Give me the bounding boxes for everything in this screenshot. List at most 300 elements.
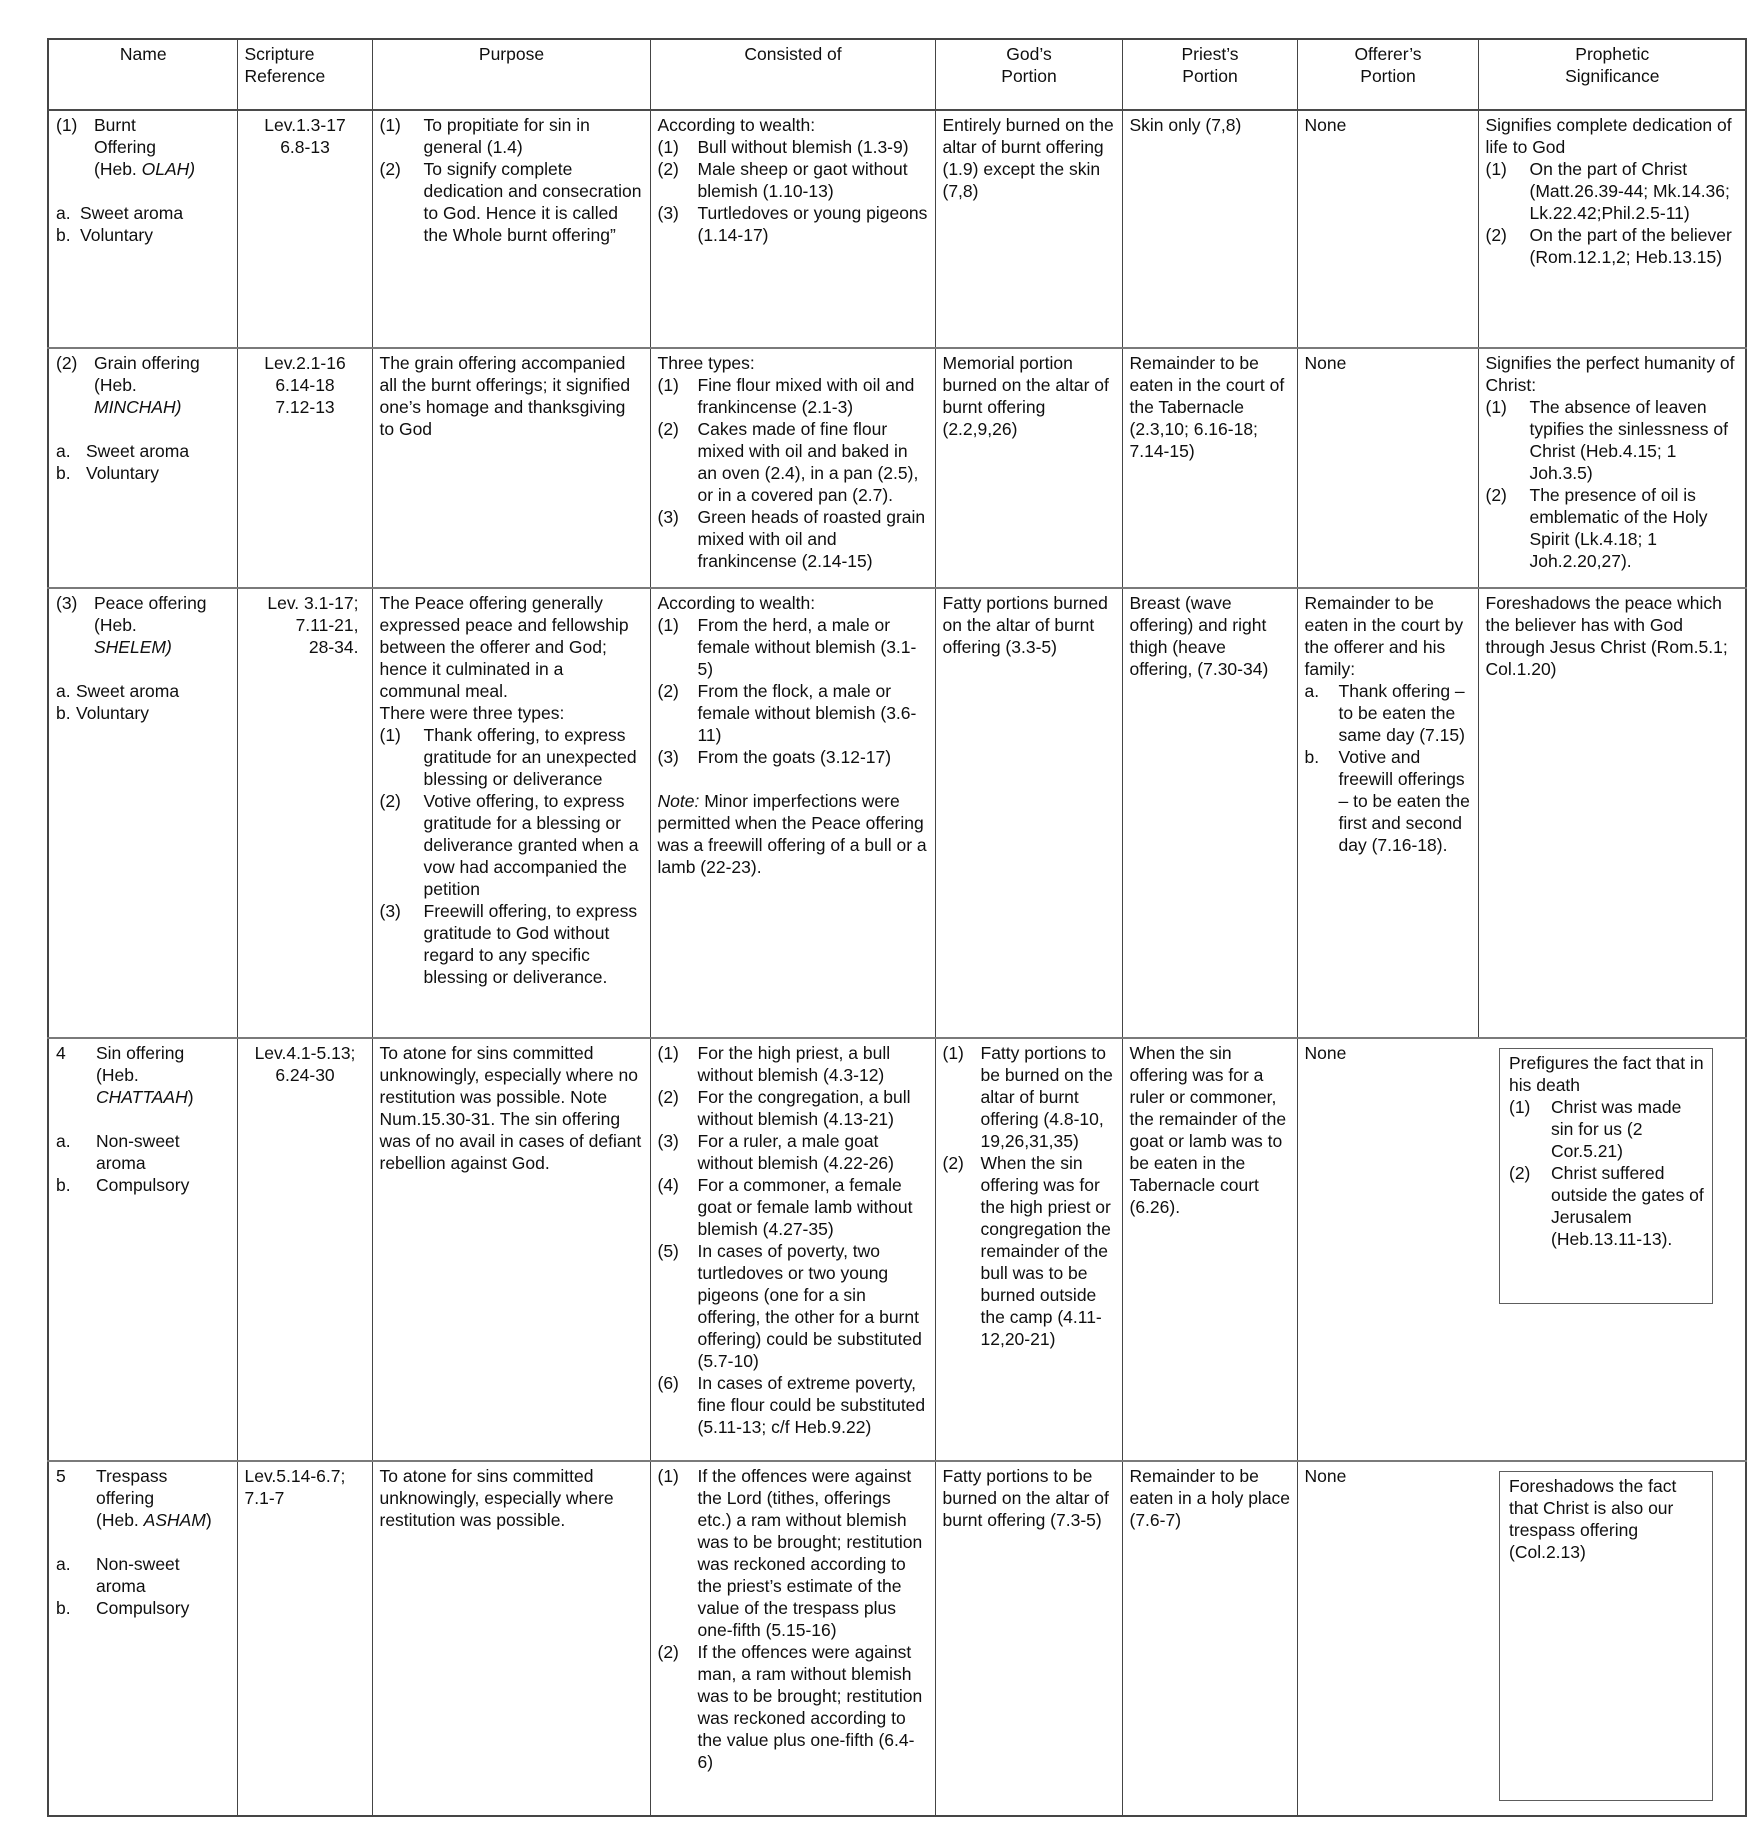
list-item-text (698, 1042, 929, 1086)
paragraph (658, 790, 929, 878)
text-run: Votive and freewill offerings – to be eaten the first and second day (7.16-18). (1338, 747, 1470, 855)
list-marker: (1) (657, 615, 679, 635)
text-run: Memorial portion burned on the altar of burnt offering (2.2,9,26) (942, 353, 1109, 439)
text-run: Votive offering, to express gratitude for a blessing or deliverance granted when a vow had accompanied the petition (423, 791, 639, 899)
list-item (658, 614, 929, 680)
list-item-text (76, 680, 231, 702)
list-item-text (1339, 680, 1472, 746)
paragraph (1509, 1052, 1704, 1096)
text-run: Note: (657, 791, 700, 811)
column-header-label: Offerer’s (1354, 44, 1422, 64)
list-item (1486, 158, 1740, 224)
sin-offering-purpose-cell (372, 1038, 650, 1461)
list-item (56, 1553, 231, 1575)
text-run: ASHAM (143, 1510, 206, 1530)
paragraph (1486, 592, 1740, 680)
continuation-line (96, 1509, 231, 1531)
paragraph (245, 374, 366, 396)
list-marker: (2) (1485, 485, 1507, 505)
text-run: Fatty portions to be burned on the altar of burnt offering (4.8-10, 19,26,31,35) (980, 1043, 1113, 1151)
peace-offering-prophetic-cell (1478, 588, 1746, 1038)
list-item (1486, 224, 1740, 268)
list-item (380, 790, 644, 900)
text-run: None (1304, 353, 1347, 373)
list-item-text (1530, 484, 1740, 572)
paragraph (245, 636, 359, 658)
burnt-offering-gods-cell (935, 110, 1122, 348)
trespass-offering-prophetic-cell (1478, 1461, 1746, 1816)
text-run: Turtledoves or young pigeons (1.14-17) (697, 203, 928, 245)
list-marker: (2) (657, 1642, 679, 1662)
list-marker: (1) (657, 1466, 679, 1486)
continuation-line (94, 614, 231, 636)
peace-offering-scripture-cell (237, 588, 372, 1038)
text-run: (Heb. (94, 159, 142, 179)
text-run: 6.24-30 (275, 1065, 335, 1085)
continuation-line (94, 396, 231, 418)
text-run: Trespass (96, 1466, 168, 1486)
grain-offering-scripture-cell (237, 348, 372, 588)
blank-line (56, 180, 231, 202)
list-item-text (96, 1174, 231, 1196)
list-item (56, 1042, 231, 1064)
list-marker: (2) (379, 791, 401, 811)
column-header-label: Significance (1565, 66, 1660, 86)
continuation-line (94, 158, 231, 180)
text-run: None (1304, 115, 1347, 135)
text-run: Minor imperfections were permitted when the Peace offering was a freewill offering of a bull or a lamb (22-23). (657, 791, 927, 877)
list-item (658, 1086, 929, 1130)
list-item (56, 352, 231, 374)
text-run: From the herd, a male or female without blemish (3.1-5) (697, 615, 917, 679)
paragraph (1486, 352, 1740, 396)
list-item (56, 440, 231, 462)
paragraph (1305, 352, 1472, 374)
list-item-text (1339, 746, 1472, 856)
text-run: From the goats (3.12-17) (697, 747, 892, 767)
trespass-offering-name-cell (48, 1461, 237, 1816)
list-marker: (1) (379, 115, 401, 135)
text-run: 28-34. (308, 637, 359, 657)
peace-offering-offerers-cell (1297, 588, 1478, 1038)
text-run: Lev.4.1-5.13; (254, 1043, 356, 1063)
column-header-label: Consisted of (744, 44, 842, 64)
continuation-line (96, 1086, 231, 1108)
text-run: Fine flour mixed with oil and frankincense (2.1-3) (697, 375, 915, 417)
column-header-priests (1122, 39, 1297, 110)
list-item-text (1551, 1096, 1704, 1162)
list-marker: (1) (657, 137, 679, 157)
text-run: Voluntary (80, 225, 153, 245)
paragraph (380, 702, 644, 724)
text-run: (Heb. (96, 1065, 139, 1085)
text-run: Burnt (94, 115, 136, 135)
blank-line (658, 768, 929, 790)
list-item-text (96, 1042, 231, 1064)
blank-line (56, 418, 231, 440)
list-item-text (698, 1372, 929, 1438)
list-marker: (2) (56, 353, 78, 373)
table-header (48, 39, 1746, 110)
paragraph (1305, 1042, 1473, 1064)
list-marker: (1) (1509, 1097, 1531, 1117)
list-item-text (94, 352, 231, 374)
grain-offering-prophetic-cell (1478, 348, 1746, 588)
list-item (658, 506, 929, 572)
text-run: 6.8-13 (280, 137, 330, 157)
list-item (1305, 680, 1472, 746)
table-row-peace-offering (48, 588, 1746, 1038)
list-marker: b. (56, 703, 71, 723)
list-item (56, 680, 231, 702)
continuation-line (96, 1487, 231, 1509)
column-header-prophetic (1478, 39, 1746, 110)
list-item-text (698, 136, 929, 158)
text-run: Male sheep or gaot without blemish (1.10-13) (697, 159, 908, 201)
list-item (1305, 746, 1472, 856)
text-run: Foreshadows the peace which the believer has with God through Jesus Christ (Rom.5.1; Col.1.20) (1485, 593, 1728, 679)
paragraph (245, 1465, 366, 1487)
text-run: The absence of leaven typifies the sinlessness of Christ (Heb.4.15; 1 Joh.3.5) (1529, 397, 1728, 483)
text-run: Non-sweet (96, 1131, 180, 1151)
list-item-text (96, 1553, 231, 1575)
paragraph (1305, 114, 1472, 136)
list-item (380, 900, 644, 988)
text-run: When the sin offering was for a ruler or commoner, the remainder of the goat or lamb was to be eaten in the Tabernacle court (6.26). (1129, 1043, 1287, 1217)
list-item (1486, 484, 1740, 572)
list-marker: (1) (657, 1043, 679, 1063)
text-run: aroma (96, 1576, 146, 1596)
list-item (658, 680, 929, 746)
inset-text-box (1499, 1048, 1713, 1304)
list-item (658, 1240, 929, 1372)
paragraph (245, 592, 359, 614)
list-item (380, 158, 644, 246)
blank-line (56, 1108, 231, 1130)
text-run: Signifies the perfect humanity of Christ: (1485, 353, 1735, 395)
list-item-text (698, 1174, 929, 1240)
list-item (56, 224, 231, 246)
burnt-offering-priests-cell (1122, 110, 1297, 348)
grain-offering-purpose-cell (372, 348, 650, 588)
list-marker: (5) (657, 1241, 679, 1261)
list-item-text (698, 746, 929, 768)
text-run: offering (96, 1488, 155, 1508)
paragraph (1509, 1475, 1704, 1563)
text-run: When the sin offering was for the high priest or congregation the remainder of the bull was to be burned outside the camp (4.11-12,20-21) (980, 1153, 1111, 1349)
paragraph (380, 1042, 644, 1174)
column-header-offerers (1297, 39, 1478, 110)
text-run: OLAH) (141, 159, 196, 179)
column-header-gods (935, 39, 1122, 110)
table-row-grain-offering (48, 348, 1746, 588)
burnt-offering-offerers-cell (1297, 110, 1478, 348)
list-item (56, 592, 231, 614)
sin-offering-gods-cell (935, 1038, 1122, 1461)
list-item-text (1530, 396, 1740, 484)
list-item (658, 1372, 929, 1438)
list-marker: a. (1304, 681, 1320, 701)
peace-offering-purpose-cell (372, 588, 650, 1038)
grain-offering-gods-cell (935, 348, 1122, 588)
list-item (658, 202, 929, 246)
list-marker: (2) (657, 159, 679, 179)
list-item-text (698, 418, 929, 506)
list-marker: b. (56, 1175, 71, 1195)
list-item (56, 202, 231, 224)
list-item-text (86, 462, 231, 484)
list-marker: 5 (56, 1466, 66, 1486)
list-item (658, 418, 929, 506)
text-run: Foreshadows the fact that Christ is also our trespass offering (Col.2.13) (1509, 1476, 1677, 1562)
table-row-sin-offering (48, 1038, 1746, 1461)
list-item-text (981, 1042, 1116, 1152)
text-run: Compulsory (96, 1175, 190, 1195)
list-item (56, 1130, 231, 1152)
text-run: Remainder to be eaten in a holy place (7.6-7) (1129, 1466, 1291, 1530)
list-marker: (4) (657, 1175, 679, 1195)
list-marker: (1) (942, 1043, 964, 1063)
text-run: To atone for sins committed unknowingly, especially where restitution was possible. (379, 1466, 614, 1530)
sin-offering-offerers-cell (1297, 1038, 1478, 1461)
column-header-name (48, 39, 237, 110)
list-marker: (2) (1485, 225, 1507, 245)
list-item-text (94, 114, 231, 136)
text-run: 7.11-21, (295, 615, 359, 635)
list-item (943, 1152, 1116, 1350)
text-run: There were three types: (379, 703, 565, 723)
text-run: Sin offering (96, 1043, 185, 1063)
list-marker: (3) (379, 901, 401, 921)
list-marker: (1) (379, 725, 401, 745)
column-header-purpose (372, 39, 650, 110)
text-run: Voluntary (76, 703, 149, 723)
list-item-text (698, 1465, 929, 1641)
list-item (56, 1597, 231, 1619)
burnt-offering-purpose-cell (372, 110, 650, 348)
column-header-scripture (237, 39, 372, 110)
list-marker: a. (56, 681, 71, 701)
list-marker: (3) (657, 203, 679, 223)
list-marker: (2) (1509, 1163, 1531, 1183)
list-item-text (424, 900, 644, 988)
text-run: If the offences were against the Lord (tithes, offerings etc.) a ram without blemish was to be brought; restitution was reckoned according to the priest’s estimate of the value of the trespass plus one-fifth (5.15-16) (697, 1466, 923, 1640)
list-item-text (698, 1641, 929, 1773)
text-run: Three types: (657, 353, 755, 373)
list-item (1486, 396, 1740, 484)
trespass-offering-scripture-cell (237, 1461, 372, 1816)
list-marker: a. (56, 1131, 71, 1151)
list-marker: (2) (657, 1087, 679, 1107)
text-run: Bull without blemish (1.3-9) (697, 137, 909, 157)
text-run: SHELEM) (94, 637, 172, 657)
continuation-line (96, 1575, 231, 1597)
text-run: The presence of oil is emblematic of the Holy Spirit (Lk.4.18; 1 Joh.2.20,27). (1529, 485, 1708, 571)
paragraph (1305, 1465, 1473, 1487)
text-run: Skin only (7,8) (1129, 115, 1242, 135)
list-marker: b. (56, 463, 71, 483)
list-item (658, 1465, 929, 1641)
text-run: None (1304, 1043, 1347, 1063)
text-run: (Heb. (94, 375, 137, 395)
list-item (380, 114, 644, 158)
list-item-text (698, 158, 929, 202)
text-run: In cases of poverty, two turtledoves or two young pigeons (one for a sin offering, the other for a burnt offering) could be substituted (5.7-10) (697, 1241, 922, 1371)
table-row-burnt-offering (48, 110, 1746, 348)
paragraph (245, 352, 366, 374)
list-item (943, 1042, 1116, 1152)
list-marker: (1) (1485, 397, 1507, 417)
peace-offering-gods-cell (935, 588, 1122, 1038)
text-run: Entirely burned on the altar of burnt offering (1.9) except the skin (7,8) (942, 115, 1114, 201)
paragraph (1130, 592, 1291, 680)
column-header-label: Prophetic (1575, 44, 1650, 64)
sin-offering-consisted-cell (650, 1038, 935, 1461)
paragraph (658, 114, 929, 136)
list-item-text (94, 592, 231, 614)
burnt-offering-consisted-cell (650, 110, 935, 348)
text-run: Prefigures the fact that in his death (1509, 1053, 1704, 1095)
list-item (56, 1174, 231, 1196)
text-run: Cakes made of fine flour mixed with oil and baked in an oven (2.4), in a pan (2.5), or in a covered pan (2.7). (697, 419, 919, 505)
text-run: Non-sweet (96, 1554, 180, 1574)
list-item (658, 136, 929, 158)
paragraph (380, 592, 644, 702)
list-item (658, 1641, 929, 1773)
text-run: Green heads of roasted grain mixed with oil and frankincense (2.14-15) (697, 507, 926, 571)
list-marker: a. (56, 1554, 71, 1574)
trespass-offering-purpose-cell (372, 1461, 650, 1816)
text-run: Remainder to be eaten in the court by the offerer and his family: (1304, 593, 1464, 679)
list-item (658, 1174, 929, 1240)
peace-offering-name-cell (48, 588, 237, 1038)
text-run: The Peace offering generally expressed peace and fellowship between the offerer and God; hence it culminated in a communal meal. (379, 593, 629, 701)
trespass-offering-consisted-cell (650, 1461, 935, 1816)
text-run: In cases of extreme poverty, fine flour could be substituted (5.11-13; c/f Heb.9.22) (697, 1373, 926, 1437)
list-marker: (3) (657, 507, 679, 527)
text-run: Christ was made sin for us (2 Cor.5.21) (1551, 1097, 1682, 1161)
text-run: (Heb. (96, 1510, 144, 1530)
paragraph (943, 1465, 1116, 1531)
column-header-label: Portion (1360, 66, 1416, 86)
text-run: CHATTAAH (96, 1087, 188, 1107)
text-run: Thank offering – to be eaten the same day (7.15) (1338, 681, 1465, 745)
list-item-text (424, 790, 644, 900)
offerings-table (47, 38, 1747, 1817)
text-run: (Heb. (94, 615, 137, 635)
paragraph (245, 1487, 366, 1509)
text-run: The grain offering accompanied all the burnt offerings; it signified one’s homage and thanksgiving to God (379, 353, 631, 439)
list-marker: (2) (942, 1153, 964, 1173)
blank-line (56, 658, 231, 680)
list-marker: (1) (1485, 159, 1507, 179)
list-item-text (698, 1240, 929, 1372)
list-item (380, 724, 644, 790)
paragraph (245, 136, 366, 158)
continuation-line (94, 374, 231, 396)
trespass-offering-gods-cell (935, 1461, 1122, 1816)
text-run: For a ruler, a male goat without blemish (4.22-26) (697, 1131, 894, 1173)
list-item (658, 158, 929, 202)
grain-offering-consisted-cell (650, 348, 935, 588)
paragraph (245, 1064, 366, 1086)
sin-offering-name-cell (48, 1038, 237, 1461)
text-run: For the congregation, a bull without blemish (4.13-21) (697, 1087, 911, 1129)
text-run: Lev.1.3-17 (264, 115, 346, 135)
paragraph (1305, 592, 1472, 680)
burnt-offering-prophetic-cell (1478, 110, 1746, 348)
text-run: Fatty portions to be burned on the altar of burnt offering (7.3-5) (942, 1466, 1109, 1530)
text-run: Lev.2.1-16 (264, 353, 346, 373)
text-run: Fatty portions burned on the altar of burnt offering (3.3-5) (942, 593, 1108, 657)
header-row (48, 39, 1746, 110)
list-marker: (3) (657, 747, 679, 767)
grain-offering-name-cell (48, 348, 237, 588)
text-run: Freewill offering, to express gratitude to God without regard to any specific blessing or deliverance. (423, 901, 638, 987)
table-row-trespass-offering (48, 1461, 1746, 1816)
list-item-text (96, 1597, 231, 1619)
text-run: For the high priest, a bull without blemish (4.3-12) (697, 1043, 891, 1085)
list-item-text (76, 702, 231, 724)
list-item-text (1551, 1162, 1704, 1250)
list-marker: (1) (657, 375, 679, 395)
column-header-consisted (650, 39, 935, 110)
sin-offering-prophetic-cell (1478, 1038, 1746, 1461)
paragraph (658, 352, 929, 374)
list-item (56, 1465, 231, 1487)
list-marker: b. (56, 1598, 71, 1618)
column-header-label: Priest’s (1181, 44, 1239, 64)
list-item (1509, 1162, 1704, 1250)
text-run: On the part of the believer (Rom.12.1,2; Heb.13.15) (1529, 225, 1732, 267)
burnt-offering-scripture-cell (237, 110, 372, 348)
paragraph (1130, 1042, 1291, 1218)
trespass-offering-priests-cell (1122, 1461, 1297, 1816)
text-run: ) (205, 1510, 212, 1530)
list-marker: (3) (56, 593, 78, 613)
table-body (48, 110, 1746, 1816)
list-marker: (1) (56, 115, 78, 135)
text-run: Lev.5.14-6.7; (244, 1466, 346, 1486)
list-item-text (1530, 224, 1740, 268)
peace-offering-priests-cell (1122, 588, 1297, 1038)
list-marker: a. (56, 441, 71, 461)
column-header-label: Purpose (478, 44, 545, 64)
paragraph (245, 614, 359, 636)
text-run: To signify complete dedication and consecration to God. Hence it is called the Whole burnt offering” (423, 159, 642, 245)
text-run: 7.12-13 (275, 397, 335, 417)
paragraph (380, 352, 644, 440)
list-item (658, 746, 929, 768)
paragraph (943, 352, 1116, 440)
text-run: Signifies complete dedication of life to God (1485, 115, 1732, 157)
list-item (56, 114, 231, 136)
list-marker: (3) (657, 1131, 679, 1151)
list-item-text (86, 440, 231, 462)
paragraph (245, 114, 366, 136)
inset-text-box (1499, 1471, 1713, 1801)
paragraph (1130, 114, 1291, 136)
paragraph (1130, 352, 1291, 462)
list-item-text (424, 158, 644, 246)
blank-line (56, 1531, 231, 1553)
text-run: According to wealth: (657, 115, 816, 135)
list-item-text (96, 1130, 231, 1152)
list-item (56, 462, 231, 484)
list-item-text (698, 202, 929, 246)
text-run: To propitiate for sin in general (1.4) (423, 115, 590, 157)
text-run: On the part of Christ (Matt.26.39-44; Mk.14.36; Lk.22.42;Phil.2.5-11) (1529, 159, 1730, 223)
